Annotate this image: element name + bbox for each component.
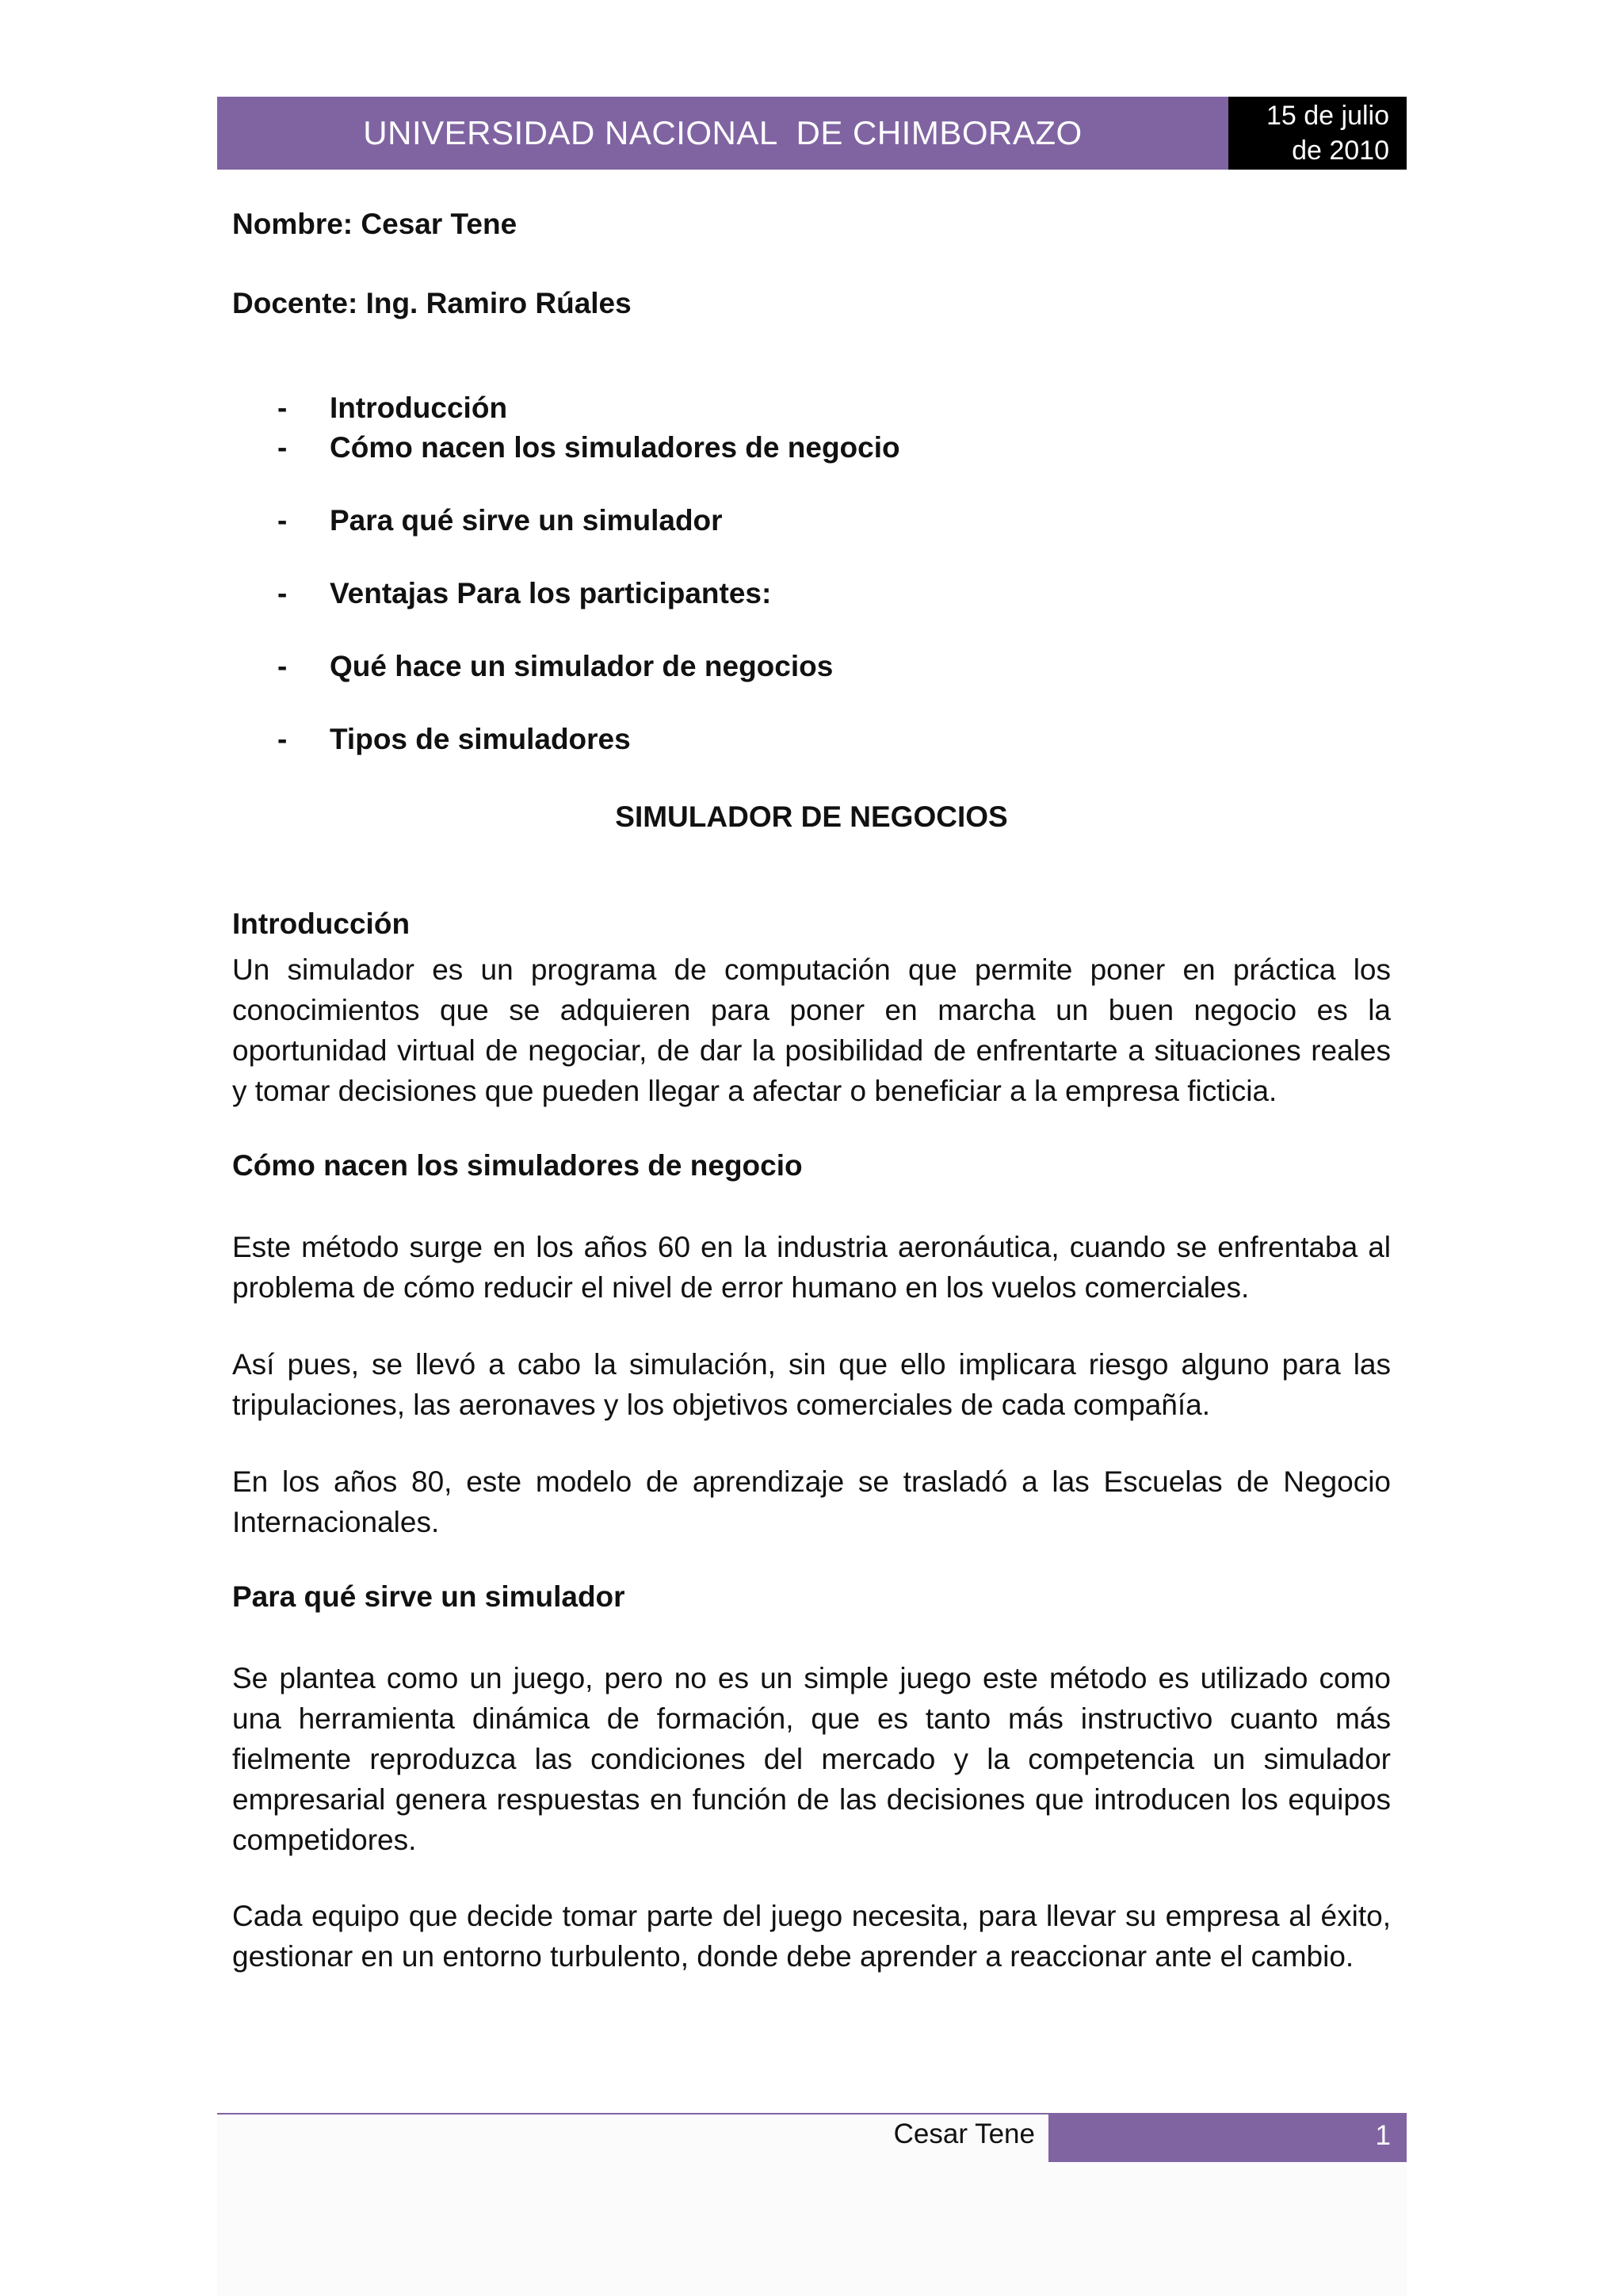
toc-item-label: Para qué sirve un simulador bbox=[330, 504, 723, 537]
toc-dash: - bbox=[277, 392, 288, 424]
section-heading-purpose: Para qué sirve un simulador bbox=[232, 1580, 625, 1613]
toc-item bbox=[277, 431, 900, 464]
toc-dash: - bbox=[277, 723, 288, 755]
toc-item bbox=[277, 723, 631, 756]
header-date-box bbox=[1228, 97, 1407, 170]
header-bar bbox=[217, 97, 1228, 170]
toc-item-label: Qué hace un simulador de negocios bbox=[330, 650, 834, 682]
toc-item-label: Cómo nacen los simuladores de negocio bbox=[330, 431, 900, 464]
toc-item bbox=[277, 577, 771, 610]
toc-item-label: Ventajas Para los participantes: bbox=[330, 577, 772, 609]
footer-page-number: 1 bbox=[1048, 2115, 1407, 2162]
purpose-paragraph-2: Cada equipo que decide tomar parte del juego necesita, para llevar su empresa al éxito, gestionar en un entorno turbulento, donde debe aprender a reaccionar ante el cambio. bbox=[232, 1900, 1391, 1973]
origin-paragraph-1: Este método surge en los años 60 en la industria aeronáutica, cuando se enfrentaba al problema de cómo reducir el nivel de error humano en los vuelos comerciales. bbox=[232, 1231, 1391, 1304]
toc-dash: - bbox=[277, 650, 288, 682]
author-name: Nombre: Cesar Tene bbox=[232, 208, 517, 240]
toc-item bbox=[277, 504, 723, 537]
toc-dash: - bbox=[277, 577, 288, 609]
toc-item bbox=[277, 650, 833, 683]
toc-item bbox=[277, 392, 507, 425]
section-heading-origin: Cómo nacen los simuladores de negocio bbox=[232, 1149, 803, 1182]
header-date-line1: 15 de julio bbox=[1266, 101, 1389, 131]
purpose-paragraph-1: Se plantea como un juego, pero no es un simple juego este método es utilizado como una herramienta dinámica de formación, que es tanto más instructivo cuanto más fielmente reproduzca las condiciones del mercado y la competencia un simulador empresarial genera respuestas en función de las decisiones que introducen los equipos competidores. bbox=[232, 1662, 1391, 1856]
origin-paragraph-2: Así pues, se llevó a cabo la simulación, sin que ello implicara riesgo alguno para las tripulaciones, las aeronaves y los objetivos comerciales de cada compañía. bbox=[232, 1348, 1391, 1421]
header-date-line2: de 2010 bbox=[1292, 136, 1389, 166]
toc-dash: - bbox=[277, 431, 288, 464]
header-title: UNIVERSIDAD NACIONAL DE CHIMBORAZO bbox=[363, 114, 1083, 151]
footer-author: Cesar Tene bbox=[893, 2118, 1035, 2149]
toc-item-label: Introducción bbox=[330, 392, 508, 424]
document-title: SIMULADOR DE NEGOCIOS bbox=[615, 800, 1008, 833]
teacher-name: Docente: Ing. Ramiro Rúales bbox=[232, 287, 632, 319]
toc-item-label: Tipos de simuladores bbox=[330, 723, 631, 755]
intro-paragraph: Un simulador es un programa de computación que permite poner en práctica los conocimientos que se adquieren para poner en marcha un buen negocio es la oportunidad virtual de negociar, de dar la posibilidad de enfrentarte a situaciones reales y tomar decisiones que pueden llegar a afectar o beneficiar a la empresa ficticia. bbox=[232, 953, 1391, 1107]
section-heading-intro: Introducción bbox=[232, 907, 411, 940]
toc-dash: - bbox=[277, 504, 288, 537]
origin-paragraph-3: En los años 80, este modelo de aprendizaje se trasladó a las Escuelas de Negocio Internacionales. bbox=[232, 1465, 1391, 1538]
